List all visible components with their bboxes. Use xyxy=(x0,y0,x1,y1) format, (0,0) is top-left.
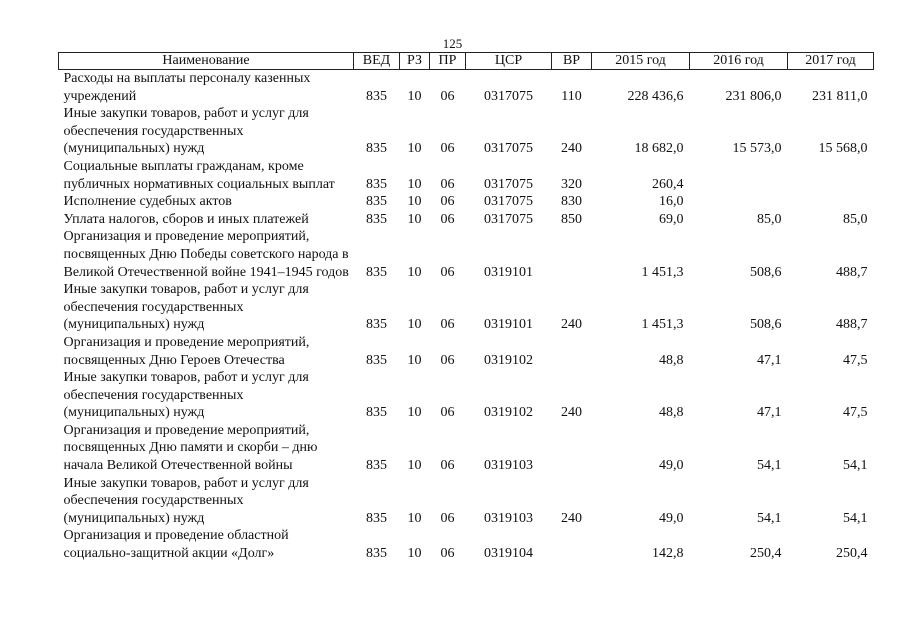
row-2015: 228 436,6 xyxy=(627,88,684,104)
row-2015: 18 682,0 xyxy=(634,141,684,157)
row-2017 xyxy=(788,193,874,211)
row-2016 xyxy=(690,193,788,211)
row-vr xyxy=(552,527,592,562)
table-row xyxy=(59,158,874,193)
row-rz: 10 xyxy=(407,194,422,210)
row-vr: 850 xyxy=(561,211,582,227)
row-csr: 0317075 xyxy=(484,141,533,157)
row-name: Организация и проведение мероприятий, посвященных Дню Победы советского народа в Великой Отечественной войне 1941–1945 годов xyxy=(63,229,349,280)
table-row xyxy=(59,193,874,211)
budget-table xyxy=(58,52,874,563)
row-2015: 48,8 xyxy=(659,405,684,421)
row-csr: 0319104 xyxy=(484,546,533,562)
row-ved: 835 xyxy=(366,352,387,368)
row-rz: 10 xyxy=(407,510,422,526)
row-ved: 835 xyxy=(366,546,387,562)
row-rz: 10 xyxy=(407,458,422,474)
row-vr xyxy=(552,334,592,369)
row-2015: 49,0 xyxy=(659,458,684,474)
row-ved: 835 xyxy=(366,88,387,104)
row-ved: 835 xyxy=(366,141,387,157)
table-row xyxy=(59,105,874,158)
row-csr: 0319103 xyxy=(484,458,533,474)
row-2016: 47,1 xyxy=(757,352,782,368)
row-rz: 10 xyxy=(407,405,422,421)
row-2015: 1 451,3 xyxy=(641,264,684,280)
row-2017: 47,5 xyxy=(843,405,868,421)
header-name: Наименование xyxy=(59,53,354,70)
row-2017: 231 811,0 xyxy=(812,88,868,104)
row-2016: 508,6 xyxy=(750,264,782,280)
row-rz: 10 xyxy=(407,264,422,280)
table-row xyxy=(59,211,874,229)
row-vr: 240 xyxy=(561,405,582,421)
row-ved: 835 xyxy=(366,510,387,526)
row-2016: 508,6 xyxy=(750,317,782,333)
row-2016: 15 573,0 xyxy=(732,141,782,157)
row-pr: 06 xyxy=(440,458,455,474)
row-2017: 54,1 xyxy=(843,458,868,474)
row-vr: 110 xyxy=(561,88,582,104)
row-ved: 835 xyxy=(366,317,387,333)
table-row xyxy=(59,422,874,475)
row-2015: 48,8 xyxy=(659,352,684,368)
row-name: Иные закупки товаров, работ и услуг для обеспечения государственных (муниципальных) нужд xyxy=(63,475,309,526)
header-2015: 2015 год xyxy=(592,53,690,70)
row-vr xyxy=(552,228,592,281)
row-rz: 10 xyxy=(407,141,422,157)
row-2016: 47,1 xyxy=(757,405,782,421)
row-name: Организация и проведение областной социально-защитной акции «Долг» xyxy=(63,528,289,562)
header-2016: 2016 год xyxy=(690,53,788,70)
row-pr: 06 xyxy=(440,141,455,157)
row-name: Социальные выплаты гражданам, кроме публичных нормативных социальных выплат xyxy=(63,158,335,192)
row-pr: 06 xyxy=(440,264,455,280)
row-csr: 0317075 xyxy=(484,194,533,210)
header-vr: ВР xyxy=(552,53,592,70)
row-2017: 85,0 xyxy=(843,211,868,227)
row-csr: 0317075 xyxy=(484,88,533,104)
row-rz: 10 xyxy=(407,352,422,368)
row-vr: 240 xyxy=(561,510,582,526)
row-name: Иные закупки товаров, работ и услуг для обеспечения государственных (муниципальных) нужд xyxy=(63,370,309,421)
row-2015: 142,8 xyxy=(652,546,684,562)
row-2017: 47,5 xyxy=(843,352,868,368)
row-name: Иные закупки товаров, работ и услуг для обеспечения государственных (муниципальных) нужд xyxy=(63,282,309,333)
row-rz: 10 xyxy=(407,211,422,227)
table-header-row xyxy=(59,53,874,70)
row-pr: 06 xyxy=(440,176,455,192)
row-2016: 231 806,0 xyxy=(725,88,782,104)
page-number: 125 xyxy=(442,36,463,51)
row-pr: 06 xyxy=(440,510,455,526)
table-row xyxy=(59,527,874,562)
row-2015: 49,0 xyxy=(659,510,684,526)
row-ved: 835 xyxy=(366,194,387,210)
row-2015: 16,0 xyxy=(659,194,684,210)
row-rz: 10 xyxy=(407,317,422,333)
table-row xyxy=(59,281,874,334)
row-ved: 835 xyxy=(366,405,387,421)
header-2017: 2017 год xyxy=(788,53,874,70)
row-2015: 69,0 xyxy=(659,211,684,227)
row-pr: 06 xyxy=(440,88,455,104)
table-row xyxy=(59,334,874,369)
row-pr: 06 xyxy=(440,211,455,227)
row-csr: 0319101 xyxy=(484,264,533,280)
row-csr: 0317075 xyxy=(484,176,533,192)
row-2016: 250,4 xyxy=(750,546,782,562)
table-row xyxy=(59,369,874,422)
table-row xyxy=(59,228,874,281)
header-pr: ПР xyxy=(430,53,466,70)
row-2017: 250,4 xyxy=(836,546,868,562)
table-row xyxy=(59,475,874,528)
row-name: Расходы на выплаты персоналу казенных учреждений xyxy=(63,71,311,104)
row-pr: 06 xyxy=(440,194,455,210)
row-name: Организация и проведение мероприятий, посвященных Дню памяти и скорби – дню начала Великой Отечественной войны xyxy=(63,422,318,474)
row-name: Иные закупки товаров, работ и услуг для обеспечения государственных (муниципальных) нужд xyxy=(63,106,309,157)
row-csr: 0319102 xyxy=(484,405,533,421)
table-row xyxy=(59,70,874,106)
row-2016 xyxy=(690,158,788,193)
row-vr: 240 xyxy=(561,317,582,333)
row-ved: 835 xyxy=(366,458,387,474)
row-vr: 830 xyxy=(561,194,582,210)
row-2017: 54,1 xyxy=(843,510,868,526)
row-pr: 06 xyxy=(440,352,455,368)
row-ved: 835 xyxy=(366,176,387,192)
row-csr: 0317075 xyxy=(484,211,533,227)
row-2017: 488,7 xyxy=(836,264,868,280)
row-pr: 06 xyxy=(440,546,455,562)
header-ved: ВЕД xyxy=(354,53,400,70)
header-rz: РЗ xyxy=(400,53,430,70)
row-vr xyxy=(552,422,592,475)
row-csr: 0319102 xyxy=(484,352,533,368)
row-csr: 0319103 xyxy=(484,510,533,526)
row-2017: 488,7 xyxy=(836,317,868,333)
row-csr: 0319101 xyxy=(484,317,533,333)
row-2015: 260,4 xyxy=(652,176,684,192)
row-vr: 320 xyxy=(561,176,582,192)
header-csr: ЦСР xyxy=(466,53,552,70)
row-rz: 10 xyxy=(407,176,422,192)
row-2016: 54,1 xyxy=(757,510,782,526)
row-name: Уплата налогов, сборов и иных платежей xyxy=(63,211,309,227)
row-pr: 06 xyxy=(440,405,455,421)
row-rz: 10 xyxy=(407,546,422,562)
row-name: Исполнение судебных актов xyxy=(63,194,232,210)
row-2017 xyxy=(788,158,874,193)
row-2017: 15 568,0 xyxy=(818,141,868,157)
row-name: Организация и проведение мероприятий, посвященных Дню Героев Отечества xyxy=(63,334,310,368)
row-ved: 835 xyxy=(366,264,387,280)
row-2016: 85,0 xyxy=(757,211,782,227)
row-rz: 10 xyxy=(407,88,422,104)
row-pr: 06 xyxy=(440,317,455,333)
row-2016: 54,1 xyxy=(757,458,782,474)
row-2015: 1 451,3 xyxy=(641,317,684,333)
row-ved: 835 xyxy=(366,211,387,227)
row-vr: 240 xyxy=(561,141,582,157)
